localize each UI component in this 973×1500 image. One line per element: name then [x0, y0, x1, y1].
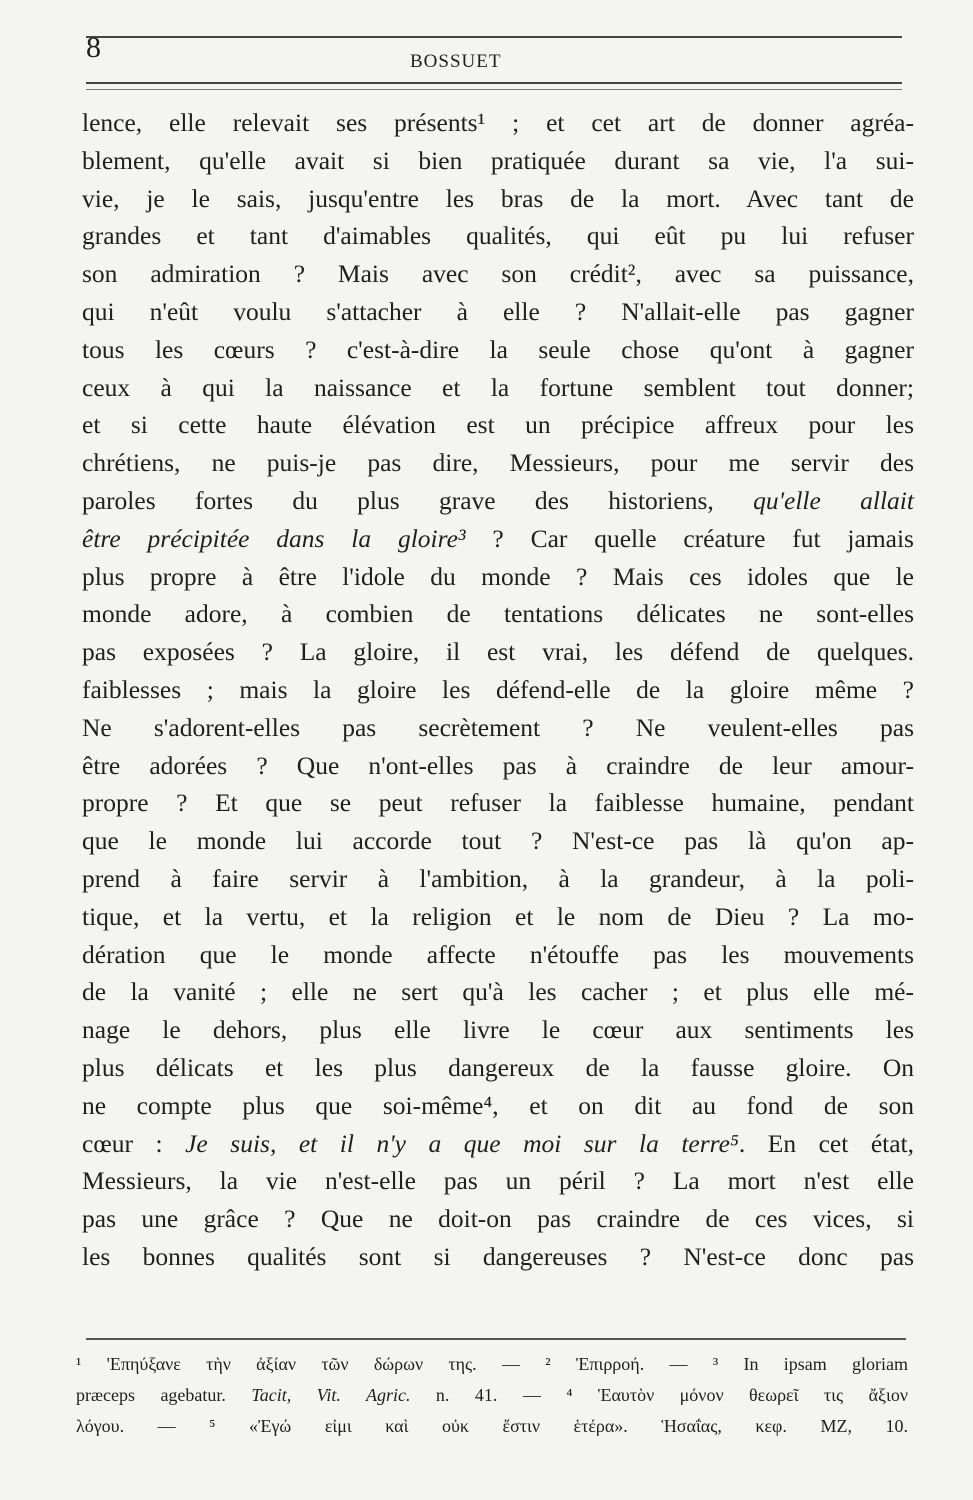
text-line: propre ? Et que se peut refuser la faiblesse humaine, pendant	[82, 788, 914, 818]
footnote-line: λόγου. — ⁵ «Ἐγώ εἰμι καὶ οὐκ ἔστιν ἑτέρα». Ἡσαΐας, κεφ. ΜΖ, 10.	[76, 1416, 908, 1436]
text-line: lence, elle relevait ses présents¹ ; et cet art de donner agréa-	[82, 108, 914, 137]
page-number: 8	[86, 31, 101, 64]
text-line: son admiration ? Mais avec son crédit², avec sa puissance,	[82, 259, 914, 289]
text-line: ceux à qui la naissance et la fortune semblent tout donner;	[82, 372, 914, 402]
text-line: qui n'eût voulu s'attacher à elle ? N'allait-elle pas gagner	[82, 296, 914, 326]
footnote-line	[76, 1380, 908, 1411]
text-line: plus propre à être l'idole du monde ? Mais ces idoles que le	[82, 561, 914, 591]
italic-quote: Je suis, et il n'y a que moi sur la terre⁵	[185, 1128, 739, 1158]
text-line: pas une grâce ? Que ne doit-on pas craindre de ces vices, si	[82, 1204, 914, 1234]
text-line: et si cette haute élévation est un précipice affreux pour les	[82, 410, 914, 440]
text-line	[82, 482, 914, 520]
text-segment: præceps agebatur.	[76, 1385, 252, 1405]
text-segment: . En cet état,	[738, 1128, 915, 1158]
text-line: vie, je le sais, jusqu'entre les bras de la mort. Avec tant de	[82, 183, 914, 213]
header-top-rule	[86, 36, 902, 38]
italic-quote: être précipitée dans la gloire³	[82, 523, 466, 553]
text-line: dération que le monde affecte n'étouffe pas les mouvements	[82, 939, 914, 969]
footnotes	[76, 1349, 908, 1442]
main-text	[82, 104, 914, 1276]
text-line: chrétiens, ne puis-je pas dire, Messieurs, pour me servir des	[82, 448, 914, 478]
text-line: grandes et tant d'aimables qualités, qui eût pu lui refuser	[82, 221, 914, 251]
text-line: Ne s'adorent-elles pas secrètement ? Ne veulent-elles pas	[82, 712, 914, 742]
text-segment: cœur :	[82, 1128, 186, 1158]
text-line: prend à faire servir à l'ambition, à la grandeur, à la poli-	[82, 863, 914, 893]
text-line: faiblesses ; mais la gloire les défend-elle de la gloire même ?	[82, 674, 914, 704]
text-line: pas exposées ? La gloire, il est vrai, les défend de quelques.	[82, 637, 914, 667]
text-line: les bonnes qualités sont si dangereuses ? N'est-ce donc pas	[82, 1241, 914, 1271]
text-line: nage le dehors, plus elle livre le cœur aux sentiments les	[82, 1015, 914, 1045]
text-line: que le monde lui accorde tout ? N'est-ce pas là qu'on ap-	[82, 826, 914, 856]
text-line: de la vanité ; elle ne sert qu'à les cacher ; et plus elle mé-	[82, 977, 914, 1007]
text-line: tique, et la vertu, et la religion et le nom de Dieu ? La mo-	[82, 901, 914, 931]
text-line	[82, 520, 914, 558]
footnote-rule	[86, 1338, 906, 1340]
text-line: tous les cœurs ? c'est-à-dire la seule chose qu'ont à gagner	[82, 334, 914, 364]
running-title: BOSSUET	[410, 51, 502, 72]
text-segment: n. 41. — ⁴ Ἑαυτὸν μόνον θεωρεῖ τις ἄξιον	[410, 1385, 909, 1405]
text-line: ne compte plus que soi-même⁴, et on dit au fond de son	[82, 1090, 914, 1120]
footnote-line: ¹ 'Επηύξανε τὴν ἀξίαν τῶν δώρων της. — ² Ἐπιρροή. — ³ In ipsam gloriam	[76, 1354, 908, 1374]
italic-citation: Tacit, Vit. Agric.	[251, 1385, 411, 1405]
text-line: Messieurs, la vie n'est-elle pas un péril ? La mort n'est elle	[82, 1166, 914, 1196]
text-line: blement, qu'elle avait si bien pratiquée durant sa vie, l'a sui-	[82, 145, 914, 175]
text-line: monde adore, à combien de tentations délicates ne sont-elles	[82, 599, 914, 629]
text-segment: ? Car quelle créature fut jamais	[465, 523, 914, 553]
text-segment: paroles fortes du plus grave des historiens,	[82, 485, 754, 515]
text-line	[82, 1125, 914, 1163]
header-bottom-rule	[86, 82, 902, 90]
text-line: plus délicats et les plus dangereux de la fausse gloire. On	[82, 1052, 914, 1082]
text-line: être adorées ? Que n'ont-elles pas à craindre de leur amour-	[82, 750, 914, 780]
italic-quote: qu'elle allait	[753, 485, 914, 515]
